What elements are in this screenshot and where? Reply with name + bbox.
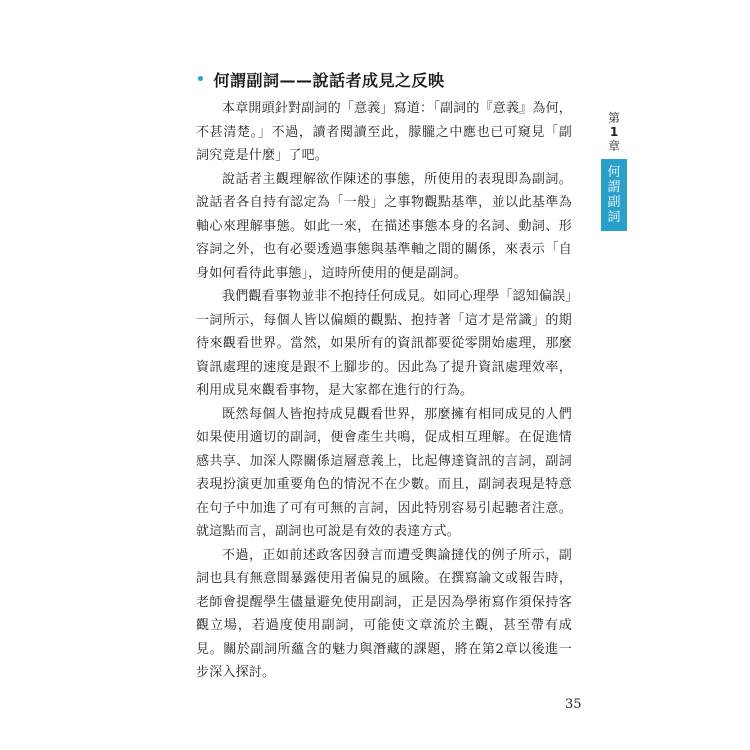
chapter-title	[601, 159, 627, 231]
chapter-title-char: 副	[607, 195, 621, 210]
paragraph-4: 既然每個人皆抱持成見觀看世界，那麼擁有相同成見的人們如果使用適切的副詞，便會產生共鳴，促成相互理解。在促進情感共享、加深人際關係這層意義上，比起傳達資訊的言詞，副詞表現扮演更加重要角色的情況不在少數。而且，副詞表現是特意在句子中加進了可有可無的言詞，因此特別容易引起聽者注意。就這點而言，副詞也可說是有效的表達方式。	[196, 406, 572, 539]
chapter-title-char: 謂	[607, 180, 621, 195]
paragraph-2: 說話者主觀理解欲作陳述的事態，所使用的表現即為副詞。說話者各自持有認定為「一般」之事物觀點基準，並以此基準為軸心來理解事態。如此一來，在描述事態本身的名詞、動詞、形容詞之外，也有必要透過事態與基準軸之間的關係，來表示「自身如何看待此事態」，這時所使用的便是副詞。	[196, 171, 572, 281]
body-text	[196, 97, 572, 685]
paragraph-1: 本章開頭針對副詞的「意義」寫道：「副詞的『意義』為何，不甚清楚。」不過，讀者閱讀至此，朦朧之中應也已可窺見「副詞究竟是什麼」了吧。	[196, 101, 572, 163]
chapter-number: 1	[609, 125, 619, 139]
paragraph-5: 不過，正如前述政客因發言而遭受輿論撻伐的例子所示，副詞也具有無意間暴露使用者偏見的風險。在撰寫論文或報告時，老師會提醒學生儘量避免使用副詞，正是因為學術寫作須保持客觀立場，若過度使用副詞，可能使文章流於主觀，甚至帶有成見。關於副詞所蘊含的魅力與潛藏的課題，將在第2章以後進一步深入探討。	[196, 547, 572, 680]
chapter-title-char: 何	[607, 165, 621, 180]
paragraph-3: 我們觀看事物並非不抱持任何成見。如同心理學「認知偏誤」一詞所示，每個人皆以偏頗的觀點、抱持著「這才是常識」的期待來觀看世界。當然，如果所有的資訊都要從零開始處理，那麼資訊處理的速度是跟不上腳步的。因此為了提升資訊處理效率，利用成見來觀看事物，是大家都在進行的行為。	[196, 289, 572, 398]
chapter-label	[601, 111, 627, 159]
page-number: 35	[565, 697, 582, 712]
chapter-title-char: 詞	[607, 210, 621, 225]
chapter-label-top: 第	[607, 111, 620, 125]
heading-title: 何謂副詞——說話者成見之反映	[213, 71, 445, 90]
chapter-tab	[601, 111, 627, 231]
chapter-label-bottom: 章	[607, 139, 620, 153]
heading-bullet: •	[196, 71, 206, 88]
section-heading	[196, 68, 444, 91]
